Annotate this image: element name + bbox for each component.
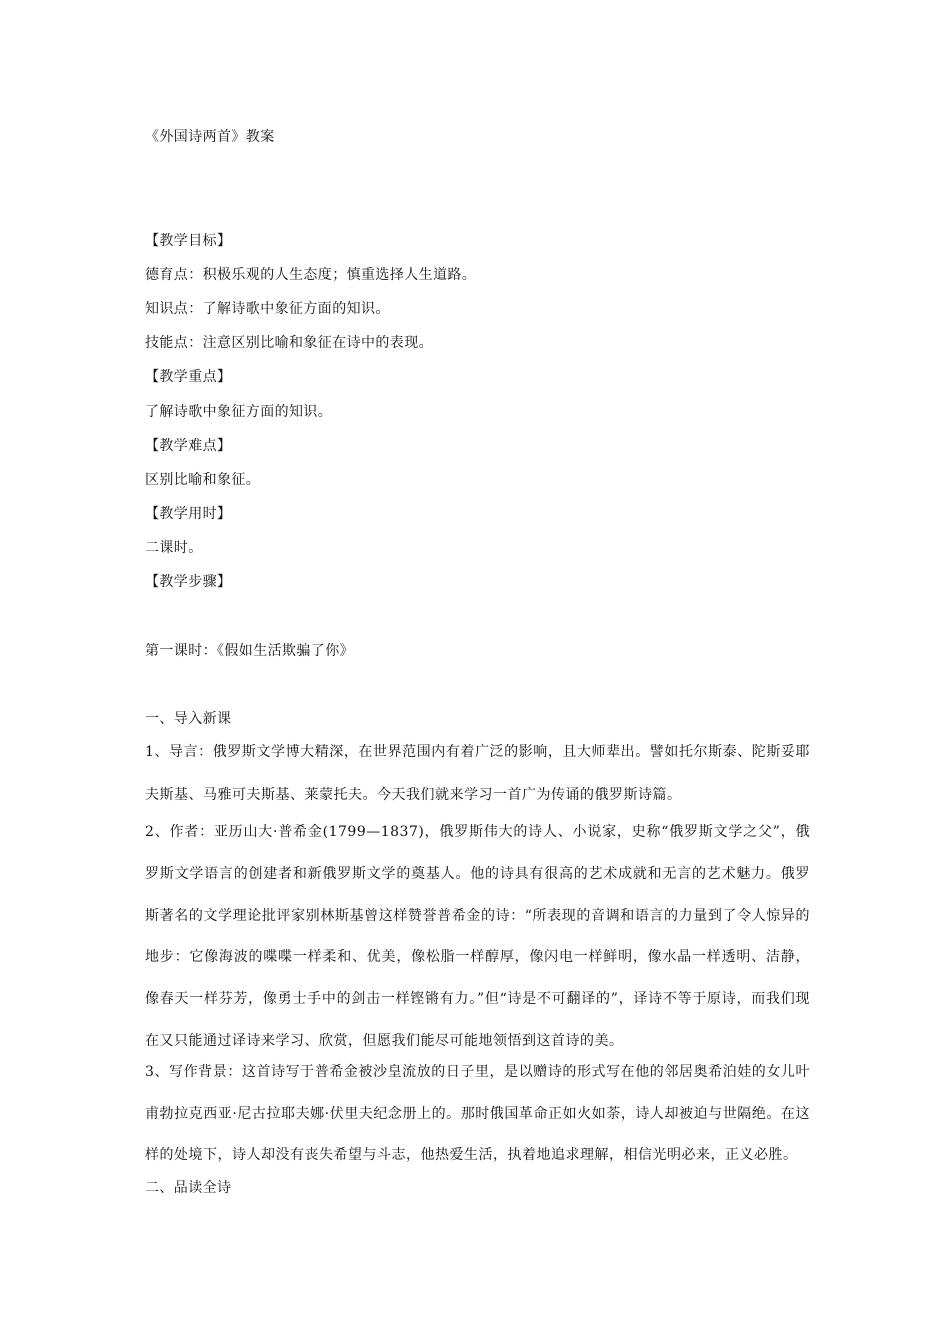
objective-moral: 德育点：积极乐观的人生态度；慎重选择人生道路。 [145, 267, 477, 283]
difficulties-text: 区别比喻和象征。 [145, 472, 261, 488]
objective-skill: 技能点：注意区别比喻和象征在诗中的表现。 [145, 335, 433, 351]
background-paragraph: 3、写作背景：这首诗写于普希金被沙皇流放的日子里，是以赠诗的形式写在他的邻居奥希泊娃的女儿叶甫勃拉克西亚·尼古拉耶夫娜·伏里夫纪念册上的。那时俄国革命正如火如荼，诗人却被迫与世隔绝。在这样的处境下，诗人却没有丧失希望与斗志，他热爱生活，执着地追求理解，相信光明必来，正义必胜。 [145, 1064, 810, 1163]
difficulties-heading: 【教学难点】 [145, 438, 232, 454]
key-points-heading: 【教学重点】 [145, 369, 232, 385]
section-one-heading: 一、导入新课 [145, 711, 232, 727]
document-title: 《外国诗两首》教案 [145, 129, 275, 145]
section-two-heading: 二、品读全诗 [145, 1180, 232, 1196]
duration-text: 二课时。 [145, 540, 203, 556]
intro-paragraph: 1、导言：俄罗斯文学博大精深，在世界范围内有着广泛的影响，且大师辈出。譬如托尔斯泰、陀斯妥耶夫斯基、马雅可夫斯基、莱蒙托夫。今天我们就来学习一首广为传诵的俄罗斯诗篇。 [145, 744, 810, 803]
objective-knowledge: 知识点：了解诗歌中象征方面的知识。 [145, 301, 390, 317]
lesson-one-title: 第一课时：《假如生活欺骗了你》 [145, 643, 354, 659]
objectives-heading: 【教学目标】 [145, 233, 232, 249]
author-paragraph: 2、作者：亚历山大·普希金(1799—1837)，俄罗斯伟大的诗人、小说家，史称“俄罗斯文学之父”，俄罗斯文学语言的创建者和新俄罗斯文学的奠基人。他的诗具有很高的艺术成就和无言的艺术魅力。俄罗斯著名的文学理论批评家别林斯基曾这样赞誉普希金的诗：“所表现的音调和语言的力量到了令人惊异的地步：它像海波的喋喋一样柔和、优美，像松脂一样醇厚，像闪电一样鲜明，像水晶一样透明、洁静，像春天一样芬芳，像勇士手中的剑击一样铿锵有力。”但“诗是不可翻译的”，译诗不等于原诗，而我们现在又只能通过译诗来学习、欣赏，但愿我们能尽可能地领悟到这首诗的美。 [145, 824, 810, 1049]
duration-heading: 【教学用时】 [145, 506, 232, 522]
key-points-text: 了解诗歌中象征方面的知识。 [145, 404, 333, 420]
steps-heading: 【教学步骤】 [145, 574, 232, 590]
